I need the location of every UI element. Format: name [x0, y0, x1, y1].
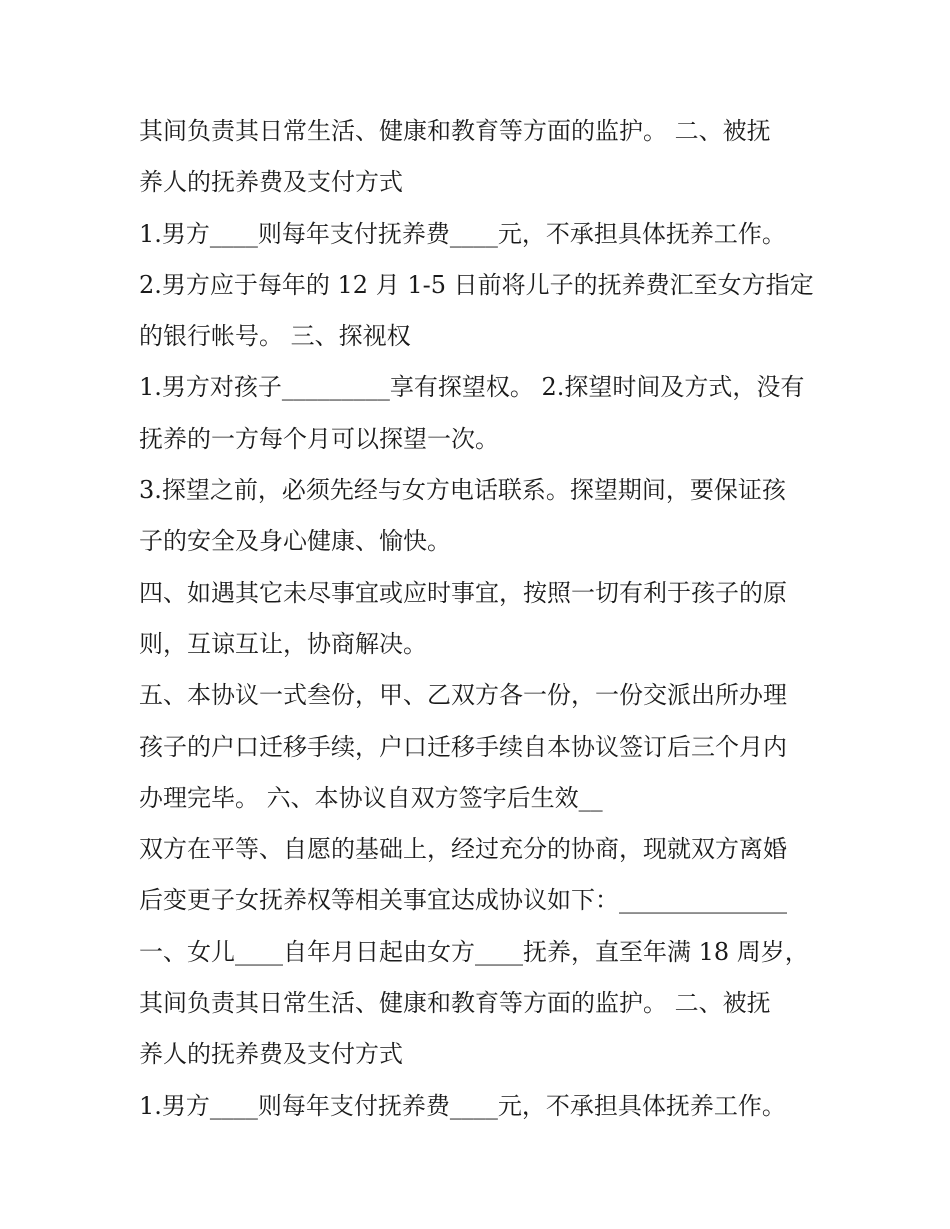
text-line: 则，互谅互让，协商解决。 — [139, 629, 427, 658]
text-line: 养人的抚养费及支付方式 — [139, 168, 403, 197]
text-line: 五、本协议一式叁份，甲、乙双方各一份，一份交派出所办理 — [139, 681, 787, 710]
text-line: 1.男方____则每年支付抚养费____元，不承担具体抚养工作。 — [139, 219, 786, 248]
document-body — [139, 106, 819, 1132]
text-line: 四、如遇其它未尽事宜或应时事宜，按照一切有利于孩子的原 — [139, 578, 787, 607]
text-line: 后变更子女抚养权等相关事宜达成协议如下：______________ — [139, 886, 787, 915]
text-line: 养人的抚养费及支付方式 — [139, 1040, 403, 1069]
text-line: 其间负责其日常生活、健康和教育等方面的监护。 二、被抚 — [139, 989, 771, 1018]
text-line: 1.男方对孩子_________享有探望权。 2.探望时间及方式，没有 — [139, 373, 805, 402]
text-line: 办理完毕。 六、本协议自双方签字后生效__ — [139, 783, 603, 812]
text-line: 抚养的一方每个月可以探望一次。 — [139, 424, 499, 453]
text-line: 双方在平等、自愿的基础上，经过充分的协商，现就双方离婚 — [139, 835, 787, 864]
text-line: 其间负责其日常生活、健康和教育等方面的监护。 二、被抚 — [139, 117, 771, 145]
text-line: 一、女儿____自年月日起由女方____抚养，直至年满 18 周岁， — [139, 937, 809, 966]
text-line: 子的安全及身心健康、愉快。 — [139, 527, 451, 556]
text-line: 3.探望之前，必须先经与女方电话联系。探望期间，要保证孩 — [139, 476, 786, 505]
text-line: 1.男方____则每年支付抚养费____元，不承担具体抚养工作。 — [139, 1091, 786, 1120]
text-line: 2.男方应于每年的 12 月 1-5 日前将儿子的抚养费汇至女方指定 — [139, 270, 814, 299]
text-line: 孩子的户口迁移手续，户口迁移手续自本协议签订后三个月内 — [139, 732, 787, 761]
text-line: 的银行帐号。 三、探视权 — [139, 322, 411, 351]
